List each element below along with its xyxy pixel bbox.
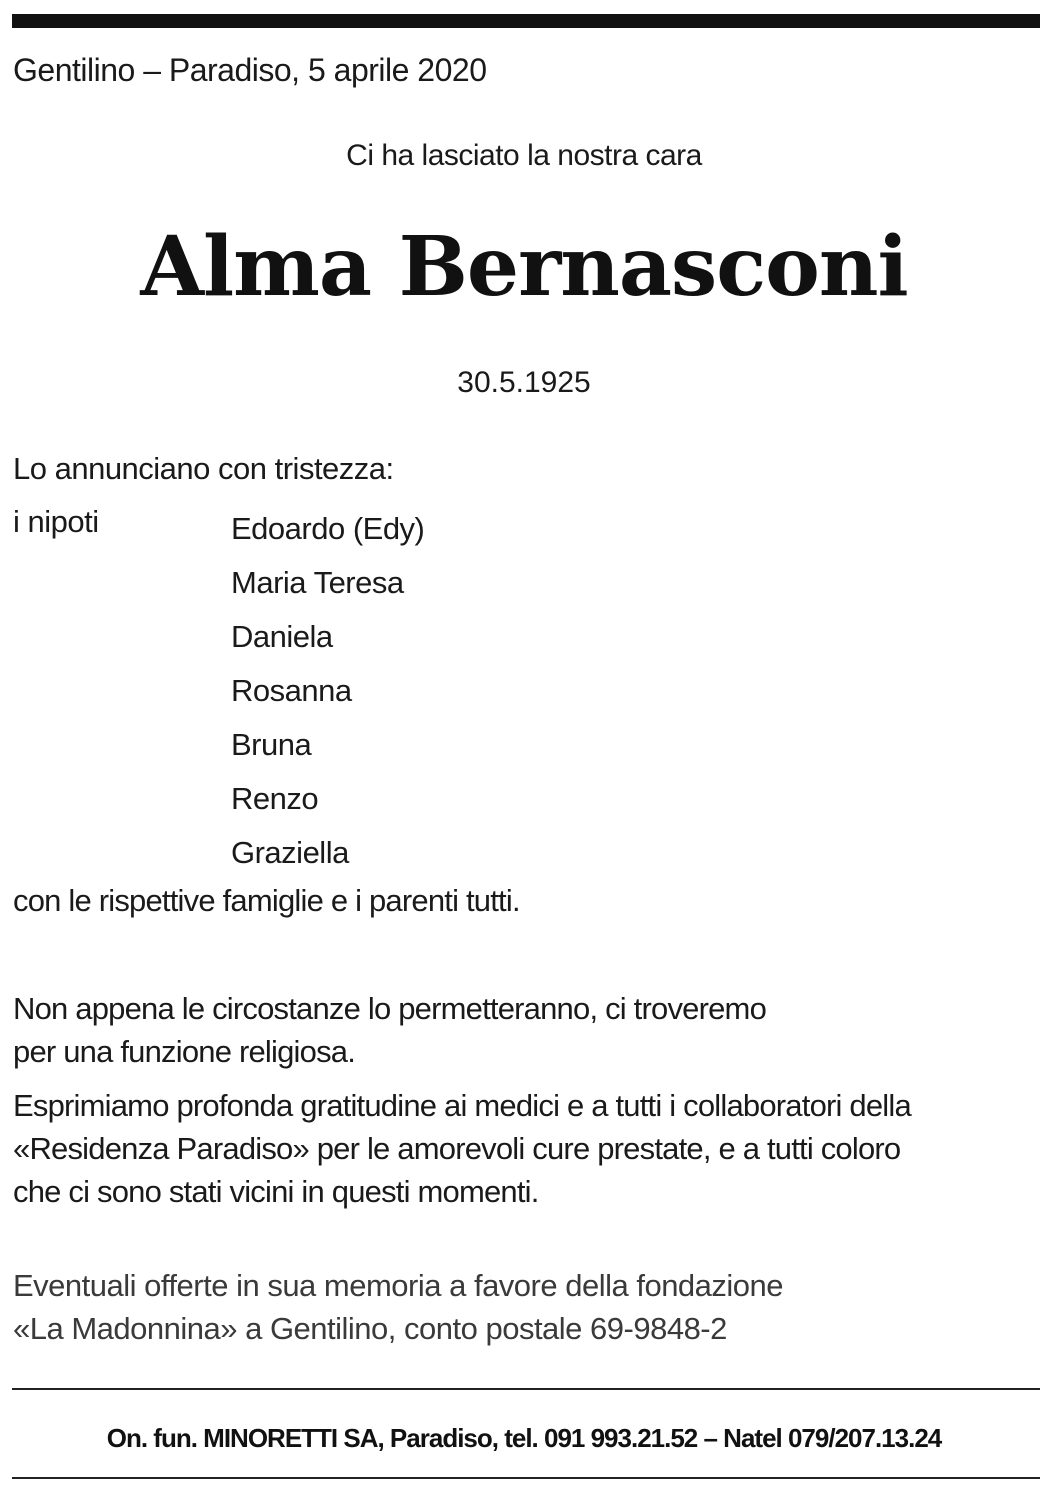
gratitude-line: «Residenza Paradiso» per le amorevoli cure prestate, e a tutti coloro xyxy=(13,1131,901,1166)
mourner-name: Bruna xyxy=(231,727,312,762)
place-date: Gentilino – Paradiso, 5 aprile 2020 xyxy=(13,52,487,88)
funeral-home-footer: On. fun. MINORETTI SA, Paradiso, tel. 091 993.21.52 – Natel 079/207.13.24 xyxy=(106,1423,942,1453)
intro-line: Ci ha lasciato la nostra cara xyxy=(346,139,702,172)
mourner-name: Renzo xyxy=(231,781,319,816)
top-rule xyxy=(12,14,1040,28)
birth-date: 30.5.1925 xyxy=(457,366,591,399)
mourner-name: Daniela xyxy=(231,619,333,654)
ceremony-paragraph xyxy=(13,987,893,1073)
ceremony-line: Non appena le circostanze lo permetteranno, ci troveremo xyxy=(13,991,767,1026)
ceremony-line: per una funzione religiosa. xyxy=(13,1034,356,1069)
donations-line: Eventuali offerte in sua memoria a favore della fondazione xyxy=(13,1268,784,1303)
gratitude-paragraph xyxy=(13,1084,1038,1213)
donations-paragraph xyxy=(13,1264,913,1350)
relation-label: i nipoti xyxy=(13,504,99,539)
gratitude-line: Esprimiamo profonda gratitudine ai medici e a tutti i collaboratori della xyxy=(13,1088,911,1123)
footer-top-rule xyxy=(12,1388,1040,1390)
mourner-name: Rosanna xyxy=(231,673,352,708)
gratitude-line: che ci sono stati vicini in questi momenti. xyxy=(13,1174,539,1209)
announcement-lead: Lo annunciano con tristezza: xyxy=(13,451,394,486)
mourner-names-list xyxy=(231,502,424,880)
mourner-name: Edoardo (Edy) xyxy=(231,511,425,546)
footer-bottom-rule xyxy=(12,1477,1040,1479)
deceased-name: Alma Bernasconi xyxy=(140,219,908,315)
mourner-name: Maria Teresa xyxy=(231,565,404,600)
families-line: con le rispettive famiglie e i parenti tutti. xyxy=(13,883,520,918)
mourner-name: Graziella xyxy=(231,835,349,870)
donations-line: «La Madonnina» a Gentilino, conto postale 69-9848-2 xyxy=(13,1311,727,1346)
